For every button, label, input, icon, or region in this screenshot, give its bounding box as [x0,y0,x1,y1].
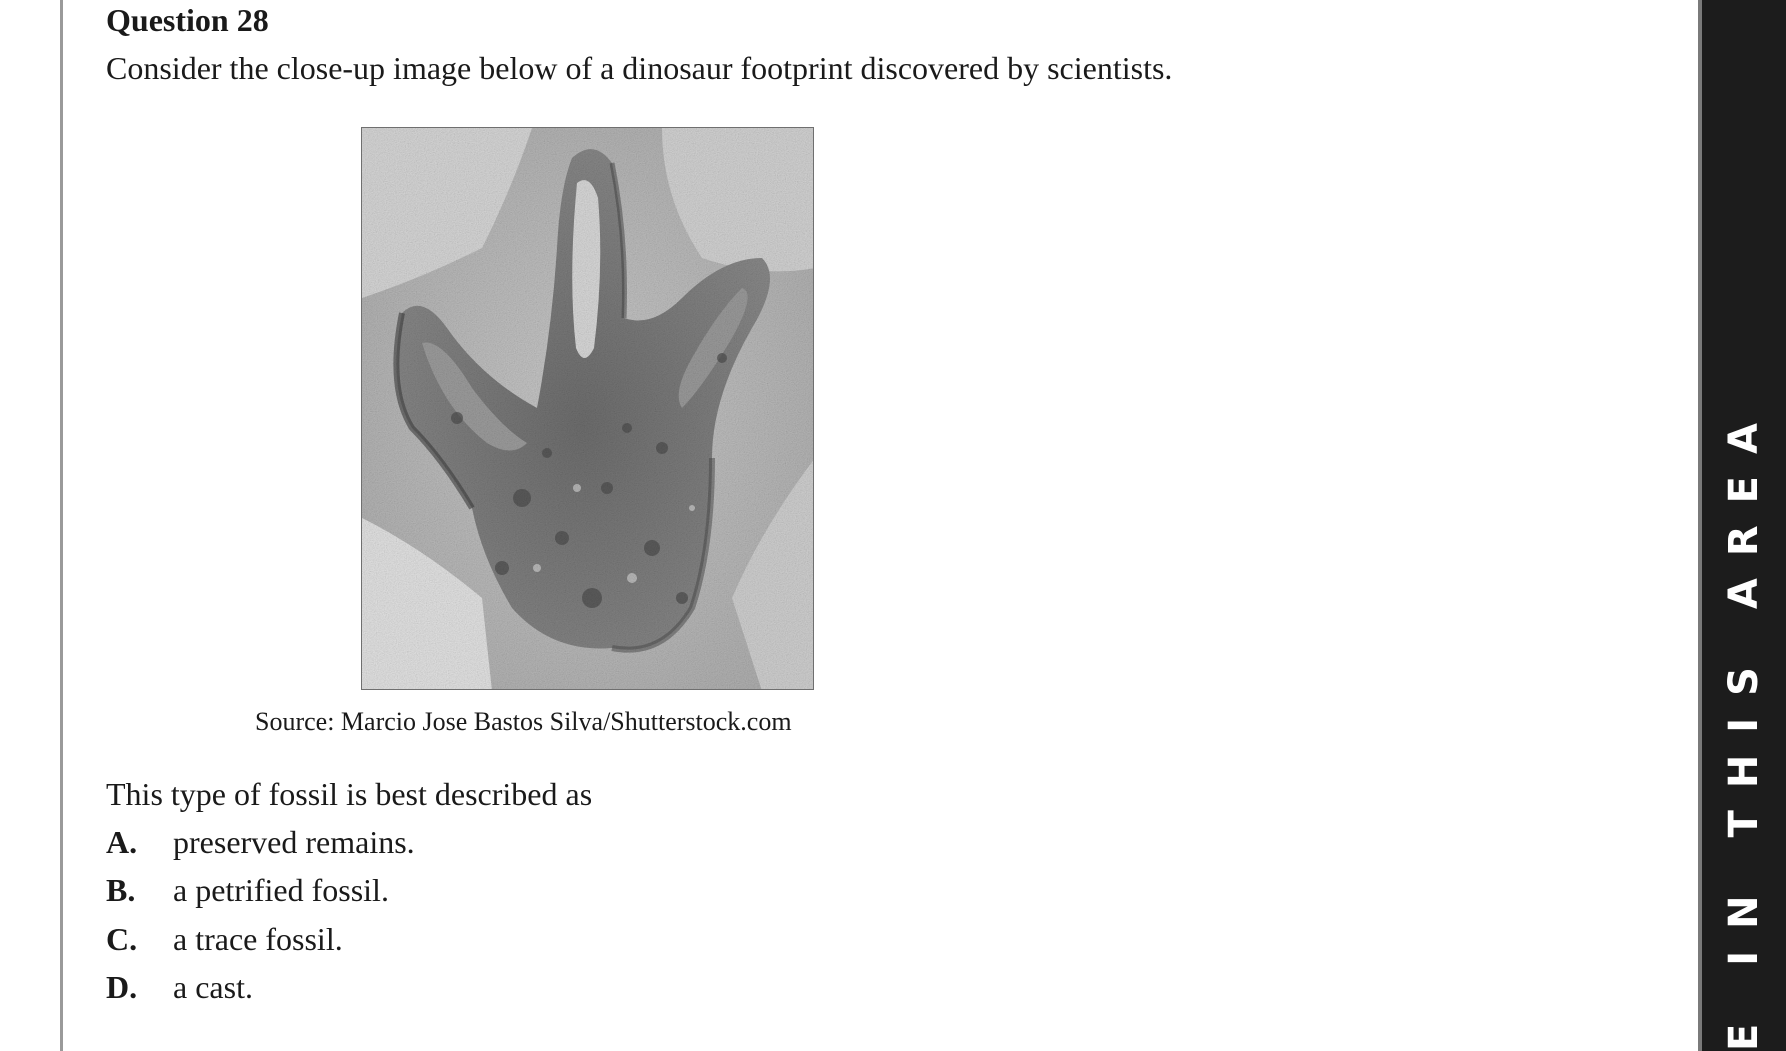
option-letter: B. [106,872,136,908]
question-stem: Consider the close-up image below of a dinosaur footprint discovered by scientists. [106,50,1173,86]
margin-warning-text: E IN THIS AREA [1721,401,1767,1051]
question-title: Question 28 [106,2,269,38]
option-text: a cast. [173,969,253,1005]
option-text: a petrified fossil. [173,872,389,908]
page-left-rule [60,0,63,1051]
option-letter: C. [106,921,138,957]
option-text: preserved remains. [173,824,415,860]
image-source-caption: Source: Marcio Jose Bastos Silva/Shutterstock.com [255,707,792,736]
question-prompt: This type of fossil is best described as [106,776,593,812]
option-text: a trace fossil. [173,921,343,957]
option-letter: A. [106,824,138,860]
margin-warning-bar [1698,0,1786,1051]
dinosaur-footprint-image [361,127,814,690]
option-letter: D. [106,969,138,1005]
